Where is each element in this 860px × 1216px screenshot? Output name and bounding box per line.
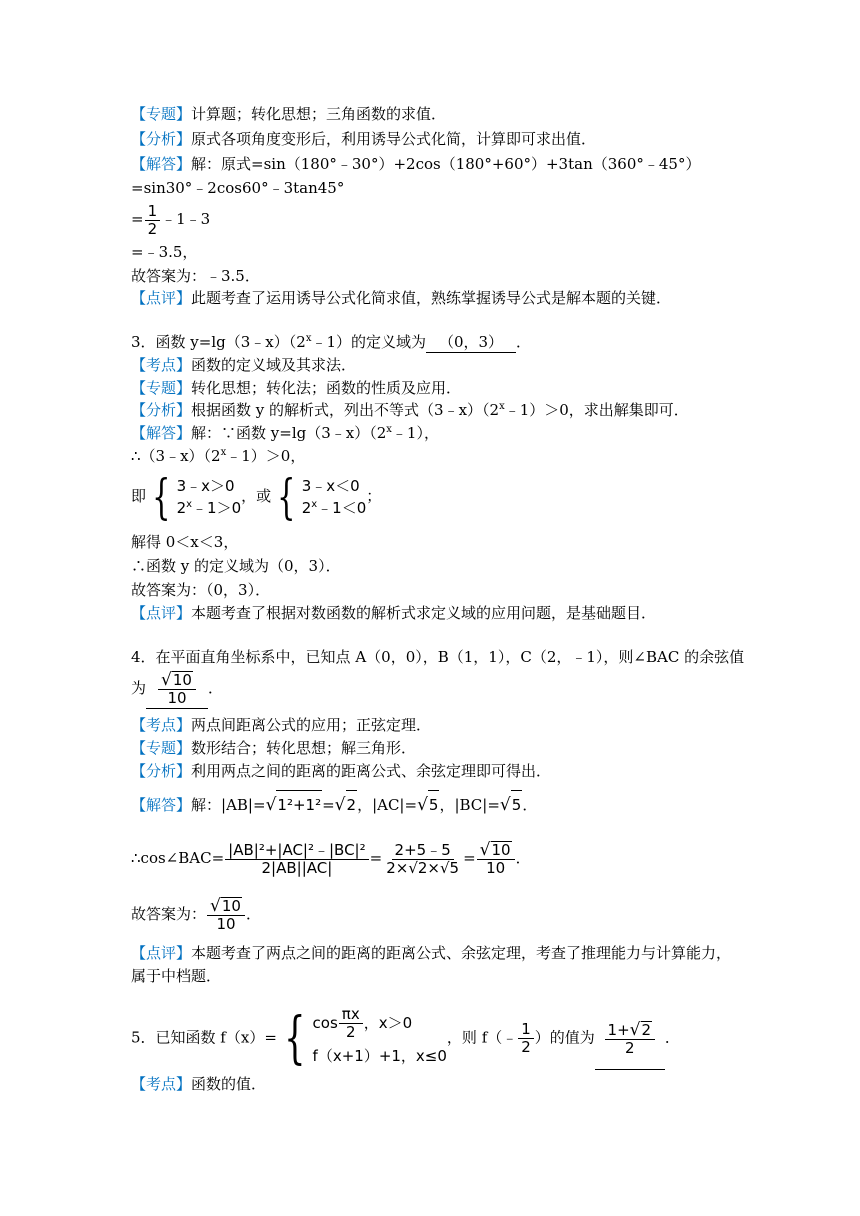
- p2-step3: = $\frac{1}{2}$ ﹣1﹣3: [131, 201, 211, 238]
- q3-stem: 3．函数 $y=\lg(3﹣x)(2^x﹣1)$的定义域为 （0，3） ．: [131, 333, 532, 351]
- q3-solve: 解得 0＜x＜3，: [131, 533, 239, 551]
- q5-point-line: 【考点】函数的值．: [131, 1075, 267, 1093]
- solution-tag: 【解答】: [131, 796, 192, 814]
- q4-stem-answer: 为 √ 10 10 ．: [131, 670, 224, 707]
- comment-tag: 【点评】: [131, 289, 192, 307]
- p2-analysis-line: [131, 129, 596, 149]
- q4-cos-line: ∴cos∠BAC= $\frac{\text{|AB|²+|AC|²﹣|BC|²}}{2|AB||AC|}$ = $\frac{2+5﹣5}{2\times√2\times√5}$ = √ 10 10 ．: [131, 840, 531, 877]
- q3-system: 即 { 3﹣x＞0 $2^x﹣1>0$ ，或 { 3﹣x＜0 $2^x﹣1<0$ ；: [131, 469, 382, 525]
- q3-comment-line: 【点评】本题考查了根据对数函数的解析式求定义域的应用问题，是基础题目．: [131, 604, 657, 622]
- fraction: $\frac{1}{2}$: [518, 1021, 534, 1056]
- point-tag: 【考点】: [131, 716, 192, 734]
- q5-stem: 5．已知函数 f（x）= { cos $\frac{\pi x}{2}$ ，x＞0 f（x+1）+1，x≤0 ，则 f（﹣ $\frac{1}{2}$ ）的值为 1+ √ 2 2 ．: [131, 1005, 680, 1071]
- analysis-tag: 【分析】: [131, 762, 192, 780]
- q4-point-line: 【考点】两点间距离公式的应用；正弦定理．: [131, 716, 432, 734]
- p2-step2: =sin30°﹣2cos60°﹣3tan45°: [131, 179, 345, 197]
- q3-analysis-line: 【分析】根据函数 y 的解析式，列出不等式$(3﹣x)(2^x﹣1)>0$，求出解集即可．: [131, 401, 689, 419]
- analysis-tag: 【分析】: [131, 401, 192, 419]
- point-tag: 【考点】: [131, 356, 192, 374]
- q4-answer: 故答案为： √ 10 10 ．: [131, 896, 261, 933]
- p2-step4: =﹣3.5，: [131, 243, 198, 261]
- q3-step2: $\therefore(3﹣x)(2^x﹣1)>0$，: [131, 447, 306, 465]
- p2-comment-line: [131, 288, 671, 308]
- analysis-tag: 【分析】: [131, 130, 192, 148]
- point-tag: 【考点】: [131, 1075, 192, 1093]
- fraction: $\frac{\text{|AB|²+|AC|²﹣|BC|²}}{2|AB||AC|}$: [225, 842, 368, 877]
- p2-topic: 计算题；转化思想；三角函数的求值．: [191, 105, 447, 123]
- fraction: $\frac{1}{2}$: [145, 203, 161, 238]
- p2-topic-line: [131, 104, 446, 124]
- q3-topic-line: 【专题】转化思想；转化法；函数的性质及应用．: [131, 379, 462, 397]
- answer-blank: 1+ √ 2 2: [595, 1007, 665, 1070]
- fraction: $\frac{2+5﹣5}{2\times√2\times√5}$: [386, 840, 460, 877]
- p2-solution: 解：原式=sin（180°﹣30°）+2cos（180°+60°）+3tan（360°﹣45°）: [191, 155, 701, 173]
- q4-comment-line2: 属于中档题．: [131, 967, 222, 985]
- p2-answer: 故答案为：﹣3.5．: [131, 267, 260, 285]
- q4-stem: 4．在平面直角坐标系中，已知点 A（0，0），B（1，1），C（2，﹣1），则∠BAC 的余弦值: [131, 648, 745, 666]
- solution-tag: 【解答】: [131, 424, 192, 442]
- q4-topic-line: 【专题】数形结合；转化思想；解三角形．: [131, 739, 417, 757]
- q4-analysis-line: 【分析】利用两点之间的距离的距离公式、余弦定理即可得出．: [131, 762, 552, 780]
- comment-tag: 【点评】: [131, 604, 192, 622]
- p2-analysis: 原式各项角度变形后，利用诱导公式化简，计算即可求出值．: [191, 130, 597, 148]
- p2-solution-line: [131, 154, 700, 174]
- topic-tag: 【专题】: [131, 105, 192, 123]
- q4-comment-line: 【点评】本题考查了两点之间的距离的距离公式、余弦定理，考查了推理能力与计算能力，: [131, 944, 732, 962]
- comment-tag: 【点评】: [131, 944, 192, 962]
- q4-solution-line: 【解答】解：|AB|= √ 1²+1² = √ 2 ，|AC|= √ 5 ，|BC|= √ 5 ．: [131, 790, 537, 819]
- system-1: { 3﹣x＞0 $2^x﹣1>0$: [152, 469, 242, 525]
- q3-point-line: 【考点】函数的定义域及其求法．: [131, 356, 357, 374]
- piecewise: { cos $\frac{\pi x}{2}$ ，x＞0 f（x+1）+1，x≤0: [284, 1005, 447, 1071]
- answer-blank: √ 10 10: [146, 668, 208, 709]
- p2-comment: 此题考查了运用诱导公式化简求值，熟练掌握诱导公式是解本题的关键．: [191, 289, 672, 307]
- q3-answer: 故答案为：（0，3）．: [131, 581, 271, 599]
- q3-domain: ∴函数 y 的定义域为（0，3）．: [131, 557, 341, 575]
- topic-tag: 【专题】: [131, 739, 192, 757]
- solution-tag: 【解答】: [131, 155, 192, 173]
- answer-blank: （0，3）: [426, 332, 516, 353]
- system-2: { 3﹣x＜0 $2^x﹣1<0$: [277, 469, 367, 525]
- q3-solution-line: 【解答】解：∵函数 $y=\lg(3﹣x)(2^x﹣1)$，: [131, 424, 439, 442]
- fraction: √ 10 10: [207, 897, 245, 933]
- fraction: √ 10 10: [477, 841, 515, 877]
- topic-tag: 【专题】: [131, 379, 192, 397]
